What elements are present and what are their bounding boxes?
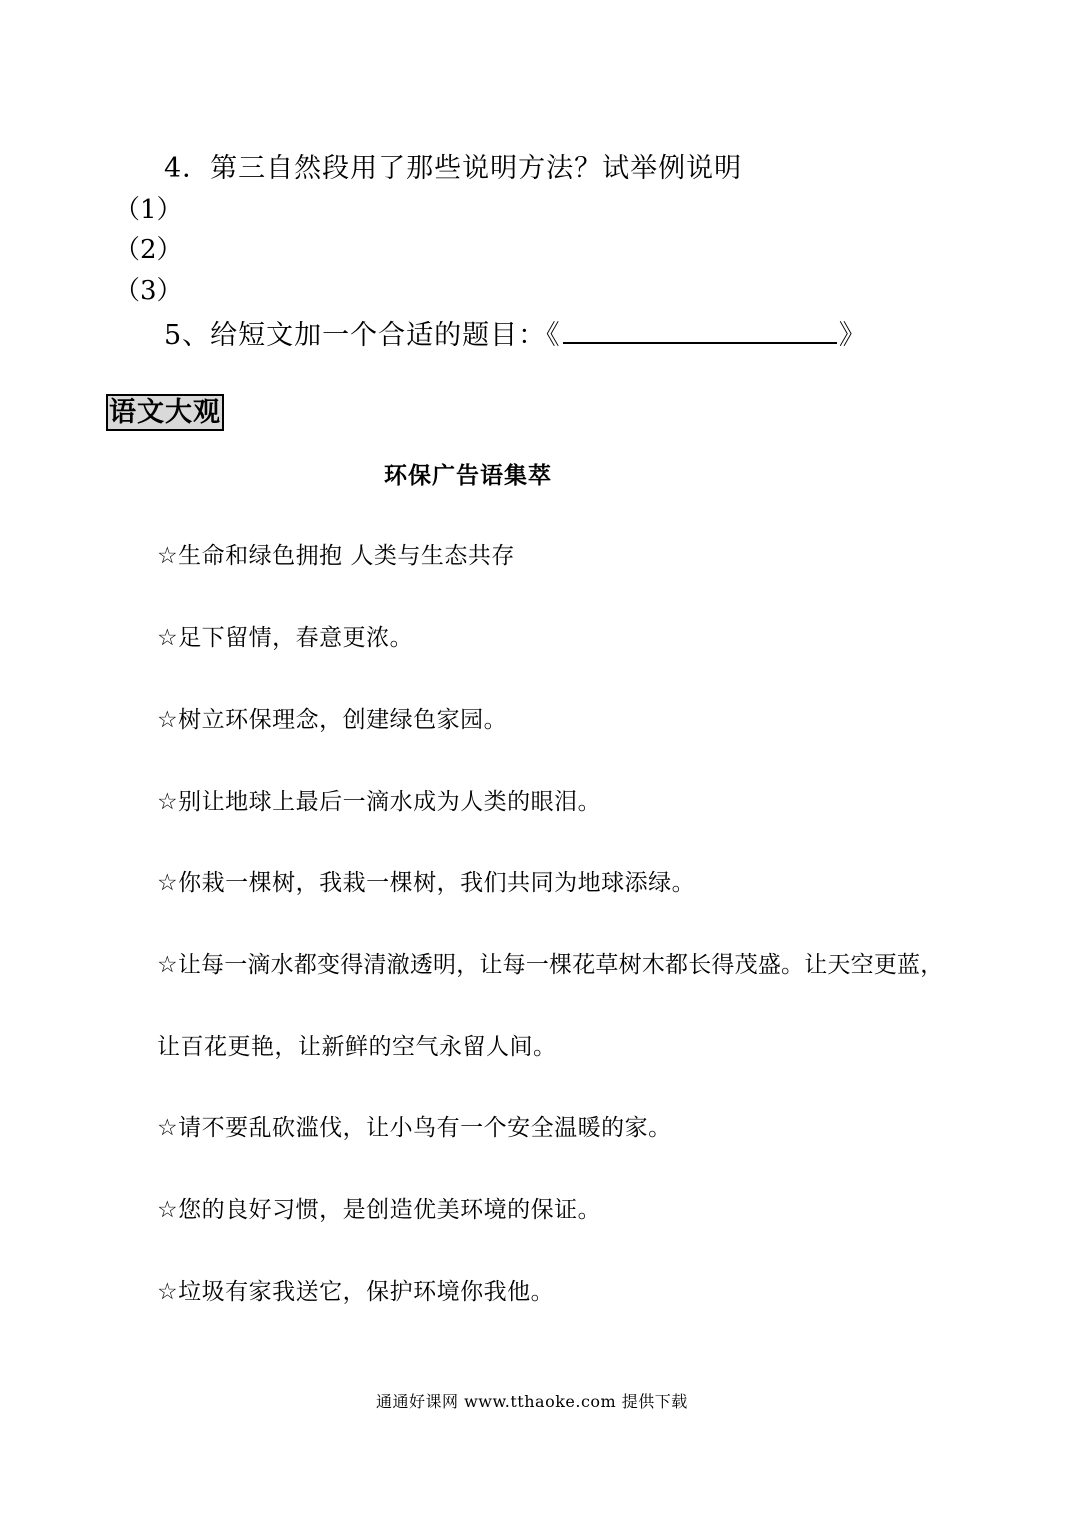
slogan-item: ☆垃圾有家我送它，保护环境你我他。 [157,1279,555,1305]
question-5 [164,316,867,353]
slogan-item: ☆生命和绿色拥抱 人类与生态共存 [157,543,515,569]
question-5-suffix: 》 [838,320,867,351]
title-blank [563,316,837,344]
slogan-item: ☆您的良好习惯，是创造优美环境的保证。 [157,1197,602,1223]
question-5-prefix: 5、给短文加一个合适的题目：《 [164,320,561,351]
slogan-item: ☆你栽一棵树，我栽一棵树，我们共同为地球添绿。 [157,870,696,896]
slogan-item-continued: 让百花更艳，让新鲜的空气永留人间。 [157,1034,557,1060]
slogan-item: ☆让每一滴水都变得清澈透明，让每一棵花草树木都长得茂盛。让天空更蓝， [157,952,944,978]
answer-line-3: （3） [114,276,183,306]
slogan-item: ☆别让地球上最后一滴水成为人类的眼泪。 [157,789,602,815]
answer-line-2: （2） [114,235,183,265]
question-4: 4．第三自然段用了那些说明方法？试举例说明 [164,153,743,184]
slogan-item: ☆树立环保理念，创建绿色家园。 [157,707,508,733]
answer-line-1: （1） [114,195,183,225]
slogan-item: ☆足下留情，春意更浓。 [157,625,414,651]
section-heading: 环保广告语集萃 [384,463,552,489]
slogan-item: ☆请不要乱砍滥伐，让小鸟有一个安全温暖的家。 [157,1115,672,1141]
page-footer: 通通好课网 www.tthaoke.com 提供下载 [376,1392,688,1411]
section-tag: 语文大观 [106,394,224,431]
